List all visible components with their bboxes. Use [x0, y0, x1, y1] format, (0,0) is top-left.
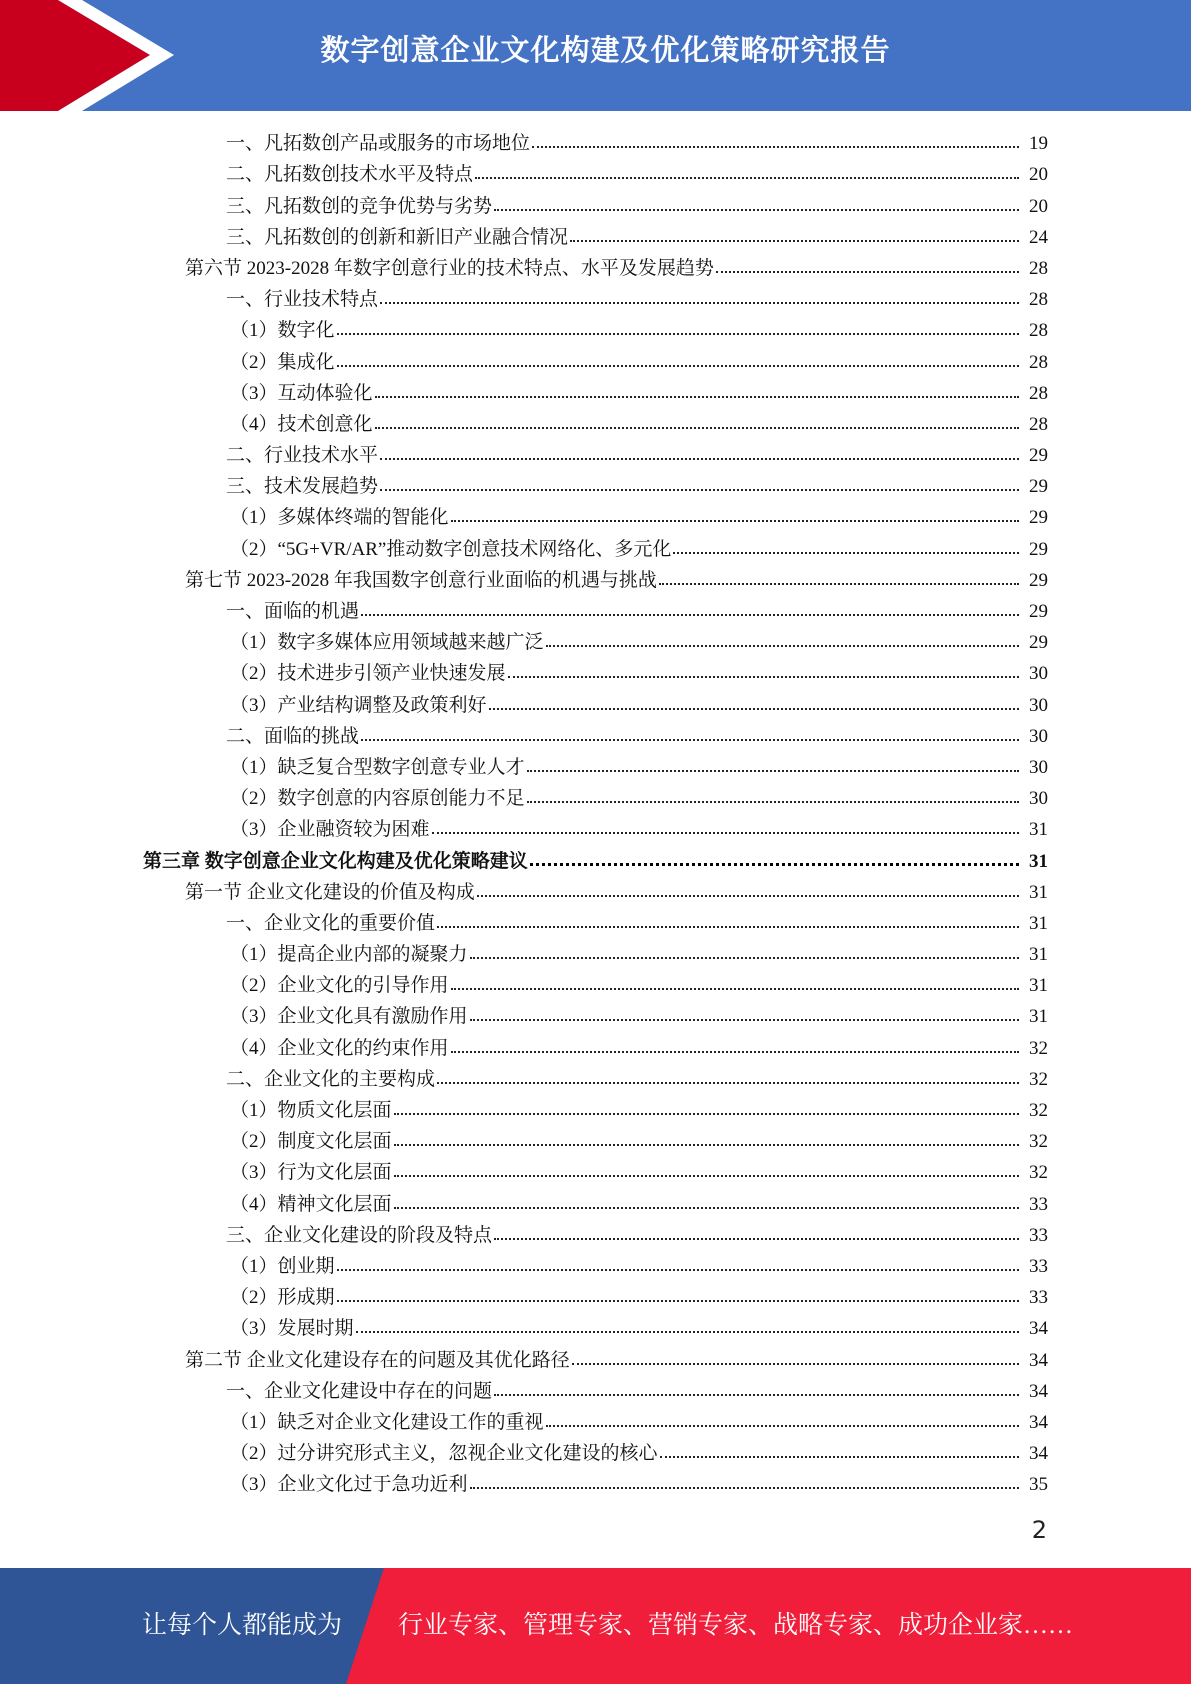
- toc-entry[interactable]: [0, 752, 1191, 783]
- toc-entry-page: 28: [1029, 351, 1048, 373]
- toc-dot-leader: [494, 1238, 1019, 1240]
- toc-entry[interactable]: [0, 1157, 1191, 1188]
- toc-dot-leader: [527, 801, 1019, 803]
- toc-entry-label: （3）企业文化过于急功近利: [230, 1474, 468, 1496]
- toc-dot-leader: [337, 1300, 1019, 1302]
- toc-entry-label: 三、凡拓数创的竞争优势与劣势: [226, 195, 493, 217]
- toc-entry[interactable]: [0, 533, 1191, 564]
- toc-dot-leader: [572, 1363, 1019, 1365]
- toc-entry-page: 33: [1029, 1255, 1048, 1277]
- toc-entry-label: 一、企业文化的重要价值: [226, 912, 436, 934]
- toc-entry-page: 34: [1029, 1349, 1048, 1371]
- toc-dot-leader: [380, 302, 1019, 304]
- toc-dot-leader: [380, 458, 1019, 460]
- toc-entry-page: 31: [1029, 944, 1048, 966]
- toc-dot-leader: [494, 1394, 1019, 1396]
- toc-entry[interactable]: [0, 627, 1191, 658]
- toc-dot-leader: [380, 489, 1019, 491]
- toc-dot-leader: [673, 552, 1019, 554]
- table-of-contents: [0, 128, 1191, 1500]
- page-footer: [0, 1568, 1191, 1684]
- toc-entry-label: 二、面临的挑战: [226, 725, 360, 747]
- toc-entry[interactable]: [0, 1001, 1191, 1032]
- toc-entry[interactable]: [0, 440, 1191, 471]
- toc-dot-leader: [477, 895, 1019, 897]
- toc-dot-leader: [475, 177, 1019, 179]
- toc-entry[interactable]: [0, 877, 1191, 908]
- toc-entry[interactable]: [0, 970, 1191, 1001]
- toc-entry-label: 三、企业文化建设的阶段及特点: [226, 1224, 493, 1246]
- footer-slogan-right: 行业专家、管理专家、营销专家、战略专家、成功企业家……: [398, 1612, 1074, 1639]
- toc-entry-label: 第七节 2023-2028 年我国数字创意行业面临的机遇与挑战: [185, 569, 657, 591]
- toc-entry-label: （1）创业期: [230, 1255, 335, 1277]
- toc-entry-label: （3）行为文化层面: [230, 1162, 392, 1184]
- toc-dot-leader: [361, 739, 1019, 741]
- toc-dot-leader: [361, 614, 1019, 616]
- toc-entry-label: （1）缺乏复合型数字创意专业人才: [230, 756, 525, 778]
- page-number: 2: [1031, 1516, 1047, 1544]
- toc-entry-label: 第三章 数字创意企业文化构建及优化策略建议: [143, 850, 528, 872]
- toc-entry-label: 二、凡拓数创技术水平及特点: [226, 164, 474, 186]
- toc-dot-leader: [337, 333, 1019, 335]
- toc-entry-label: 一、面临的机遇: [226, 601, 360, 622]
- toc-entry[interactable]: [0, 378, 1191, 409]
- toc-entry-label: （2）企业文化的引导作用: [230, 975, 449, 997]
- toc-entry[interactable]: [0, 908, 1191, 939]
- toc-entry-page: 29: [1029, 445, 1048, 467]
- toc-entry[interactable]: [0, 689, 1191, 720]
- toc-entry-page: 31: [1029, 912, 1048, 934]
- toc-dot-leader: [437, 1082, 1019, 1084]
- toc-entry[interactable]: [0, 845, 1191, 876]
- toc-entry[interactable]: [0, 128, 1191, 159]
- toc-entry[interactable]: [0, 596, 1191, 627]
- toc-entry[interactable]: [0, 409, 1191, 440]
- toc-entry-page: 30: [1029, 788, 1048, 810]
- report-title: 数字创意企业文化构建及优化策略研究报告: [320, 33, 891, 67]
- toc-entry[interactable]: [0, 222, 1191, 253]
- page-header: [0, 0, 1191, 111]
- toc-entry-page: 32: [1029, 1037, 1048, 1059]
- toc-entry[interactable]: [0, 783, 1191, 814]
- toc-entry-label: （2）制度文化层面: [230, 1131, 392, 1153]
- toc-entry-label: （2）集成化: [230, 351, 335, 373]
- toc-entry-page: 34: [1029, 1411, 1048, 1433]
- toc-dot-leader: [356, 1331, 1019, 1333]
- toc-entry-label: （4）企业文化的约束作用: [230, 1037, 449, 1059]
- toc-entry-label: 第一节 企业文化建设的价值及构成: [185, 881, 475, 903]
- toc-entry[interactable]: [0, 1220, 1191, 1251]
- toc-entry-page: 20: [1029, 164, 1048, 186]
- toc-entry-page: 31: [1029, 975, 1048, 997]
- toc-entry-page: 28: [1029, 320, 1048, 342]
- toc-dot-leader: [546, 1425, 1019, 1427]
- toc-entry[interactable]: [0, 1376, 1191, 1407]
- footer-slogan-left: 让每个人都能成为: [142, 1612, 343, 1639]
- toc-entry[interactable]: [0, 346, 1191, 377]
- toc-entry-label: （1）缺乏对企业文化建设工作的重视: [230, 1411, 544, 1433]
- toc-entry-label: （2）过分讲究形式主义，忽视企业文化建设的核心: [230, 1443, 658, 1465]
- toc-dot-leader: [470, 1487, 1019, 1489]
- toc-entry-label: 二、企业文化的主要构成: [226, 1068, 436, 1090]
- toc-entry[interactable]: [0, 1469, 1191, 1500]
- toc-entry-label: （1）多媒体终端的智能化: [230, 507, 449, 529]
- toc-entry[interactable]: [0, 284, 1191, 315]
- toc-entry-label: （4）技术创意化: [230, 413, 373, 435]
- toc-dot-leader: [394, 1113, 1019, 1115]
- toc-entry-page: 34: [1029, 1318, 1048, 1340]
- toc-entry-label: （2）形成期: [230, 1287, 335, 1309]
- toc-entry-label: （2）数字创意的内容原创能力不足: [230, 788, 525, 810]
- toc-entry-page: 20: [1029, 195, 1048, 217]
- toc-dot-leader: [432, 832, 1019, 834]
- toc-dot-leader: [659, 583, 1019, 585]
- toc-dot-leader: [470, 1019, 1019, 1021]
- toc-entry[interactable]: [0, 721, 1191, 752]
- toc-entry-label: （1）物质文化层面: [230, 1100, 392, 1121]
- toc-entry-page: 29: [1029, 569, 1048, 591]
- toc-dot-leader: [375, 396, 1019, 398]
- toc-entry-page: 30: [1029, 756, 1048, 778]
- toc-entry[interactable]: [0, 1313, 1191, 1344]
- toc-dot-leader: [660, 1456, 1019, 1458]
- toc-dot-leader: [546, 645, 1019, 647]
- toc-entry[interactable]: [0, 159, 1191, 190]
- toc-entry-label: 一、企业文化建设中存在的问题: [226, 1380, 493, 1402]
- toc-entry-label: （3）互动体验化: [230, 382, 373, 404]
- toc-dot-leader: [394, 1144, 1019, 1146]
- toc-entry-page: 30: [1029, 725, 1048, 747]
- toc-entry-page: 28: [1029, 257, 1048, 279]
- toc-entry-label: （3）发展时期: [230, 1318, 354, 1340]
- toc-entry-page: 31: [1029, 850, 1048, 872]
- toc-entry-page: 29: [1029, 632, 1048, 654]
- toc-entry-label: （1）数字多媒体应用领域越来越广泛: [230, 632, 544, 654]
- toc-entry-page: 28: [1029, 413, 1048, 435]
- toc-entry-label: 二、行业技术水平: [226, 445, 379, 467]
- toc-entry-page: 28: [1029, 382, 1048, 404]
- toc-entry[interactable]: [0, 1344, 1191, 1375]
- toc-entry-label: （1）提高企业内部的凝聚力: [230, 944, 468, 966]
- toc-dot-leader: [470, 957, 1019, 959]
- toc-entry[interactable]: [0, 1251, 1191, 1282]
- toc-entry[interactable]: [0, 315, 1191, 346]
- toc-dot-leader: [394, 1207, 1019, 1209]
- toc-entry-label: （4）精神文化层面: [230, 1193, 392, 1215]
- toc-entry-page: 29: [1029, 601, 1048, 622]
- toc-entry[interactable]: [0, 814, 1191, 845]
- toc-entry-label: 三、技术发展趋势: [226, 476, 379, 498]
- toc-dot-leader: [527, 770, 1019, 772]
- toc-entry[interactable]: [0, 1064, 1191, 1095]
- toc-entry-page: 30: [1029, 694, 1048, 716]
- toc-entry-page: 30: [1029, 663, 1048, 685]
- toc-entry-page: 19: [1029, 133, 1048, 155]
- toc-entry[interactable]: [0, 190, 1191, 221]
- toc-entry[interactable]: [0, 1282, 1191, 1313]
- toc-dot-leader: [437, 926, 1019, 928]
- toc-dot-leader: [451, 988, 1019, 990]
- toc-entry[interactable]: [0, 471, 1191, 502]
- toc-entry-page: 28: [1029, 289, 1048, 311]
- toc-dot-leader: [716, 271, 1019, 273]
- toc-entry-label: （3）产业结构调整及政策利好: [230, 694, 487, 716]
- toc-entry-page: 35: [1029, 1474, 1048, 1496]
- toc-entry-page: 32: [1029, 1068, 1048, 1090]
- toc-entry-label: （3）企业融资较为困难: [230, 819, 430, 841]
- toc-dot-leader: [394, 1175, 1019, 1177]
- toc-dot-leader: [494, 209, 1019, 211]
- toc-entry-label: 第六节 2023-2028 年数字创意行业的技术特点、水平及发展趋势: [185, 257, 714, 279]
- toc-entry-page: 33: [1029, 1224, 1048, 1246]
- toc-entry-page: 32: [1029, 1100, 1048, 1121]
- toc-entry[interactable]: [0, 1407, 1191, 1438]
- toc-entry-page: 33: [1029, 1287, 1048, 1309]
- toc-entry-label: （3）企业文化具有激励作用: [230, 1006, 468, 1028]
- toc-entry[interactable]: [0, 565, 1191, 596]
- toc-dot-leader: [337, 365, 1019, 367]
- toc-entry-page: 34: [1029, 1380, 1048, 1402]
- toc-entry-page: 29: [1029, 538, 1048, 560]
- toc-entry-label: 一、凡拓数创产品或服务的市场地位: [226, 133, 531, 155]
- toc-dot-leader: [451, 1051, 1019, 1053]
- toc-dot-leader: [489, 708, 1019, 710]
- toc-entry[interactable]: [0, 939, 1191, 970]
- toc-entry-page: 32: [1029, 1131, 1048, 1153]
- toc-dot-leader: [532, 146, 1019, 148]
- toc-dot-leader: [451, 520, 1019, 522]
- toc-entry[interactable]: [0, 1032, 1191, 1063]
- toc-entry-page: 34: [1029, 1443, 1048, 1465]
- toc-entry-page: 33: [1029, 1193, 1048, 1215]
- toc-entry[interactable]: [0, 502, 1191, 533]
- toc-entry-page: 31: [1029, 819, 1048, 841]
- toc-entry[interactable]: [0, 1126, 1191, 1157]
- toc-entry-label: 一、行业技术特点: [226, 289, 379, 311]
- toc-entry[interactable]: [0, 658, 1191, 689]
- toc-entry-page: 32: [1029, 1162, 1048, 1184]
- toc-dot-leader: [337, 1269, 1019, 1271]
- toc-entry-page: 31: [1029, 881, 1048, 903]
- toc-entry-page: 29: [1029, 476, 1048, 498]
- toc-entry[interactable]: [0, 253, 1191, 284]
- toc-dot-leader: [508, 676, 1019, 678]
- toc-entry[interactable]: [0, 1188, 1191, 1219]
- toc-entry[interactable]: [0, 1095, 1191, 1126]
- toc-dot-leader: [530, 863, 1019, 866]
- toc-dot-leader: [375, 427, 1019, 429]
- toc-entry-page: 24: [1029, 226, 1048, 248]
- toc-entry-label: （1）数字化: [230, 320, 335, 342]
- toc-entry-page: 29: [1029, 507, 1048, 529]
- toc-entry-label: 三、凡拓数创的创新和新旧产业融合情况: [226, 226, 569, 248]
- toc-entry-label: （2）技术进步引领产业快速发展: [230, 663, 506, 685]
- toc-entry-label: 第二节 企业文化建设存在的问题及其优化路径: [185, 1349, 570, 1371]
- toc-entry[interactable]: [0, 1438, 1191, 1469]
- toc-dot-leader: [570, 240, 1019, 242]
- toc-entry-page: 31: [1029, 1006, 1048, 1028]
- toc-entry-label: （2）“5G+VR/AR”推动数字创意技术网络化、多元化: [230, 538, 672, 560]
